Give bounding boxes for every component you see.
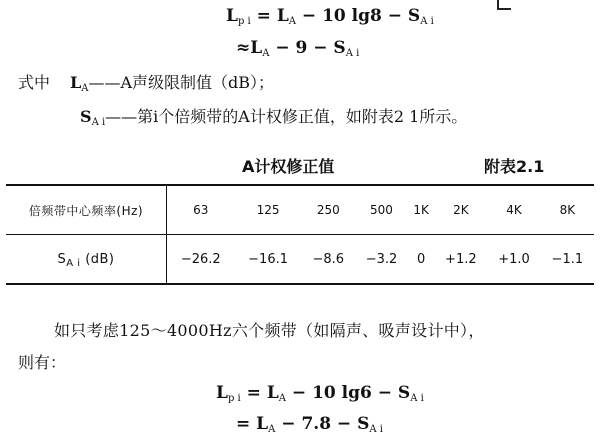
- table-label: 附表2.1: [484, 157, 545, 176]
- paragraph-line-1: 如只考虑125～4000Hz六个频带（如隔声、吸声设计中），: [54, 321, 485, 340]
- table-cell: 125: [235, 185, 302, 235]
- table-cell: 63: [167, 185, 235, 235]
- eq-term: ≈L: [236, 38, 263, 58]
- table-cell: −8.6: [302, 235, 355, 285]
- la-subscript: A: [81, 83, 89, 94]
- table-cell: −3.2: [355, 235, 408, 285]
- table-cell: −26.2: [167, 235, 235, 285]
- eq-subscript: A: [278, 393, 287, 404]
- table-cell: 0: [408, 235, 434, 285]
- eq-term: − 9 − S: [269, 38, 346, 58]
- equation-top-2: [236, 38, 359, 58]
- eq-symbol: L: [216, 383, 228, 403]
- corner-mark: [497, 0, 511, 10]
- la-text: ——A声级限制值（dB）；: [88, 73, 275, 92]
- eq-term: − 10 lg8 − S: [296, 6, 421, 26]
- eq-subscript: A: [262, 48, 270, 59]
- paragraph-line-2: 则有：: [18, 353, 67, 372]
- correction-header-symbol: S: [57, 251, 67, 267]
- correction-header-unit: (dB): [80, 251, 115, 267]
- table-cell: −16.1: [235, 235, 302, 285]
- la-symbol: L: [70, 73, 82, 92]
- correction-header: [6, 235, 167, 285]
- definition-la: [18, 70, 274, 93]
- table-caption: A计权修正值: [242, 157, 335, 176]
- sa-subscript: A i: [91, 117, 106, 128]
- definition-intro: 式中: [18, 73, 51, 92]
- eq-term: = L: [240, 383, 279, 403]
- eq-symbol: L: [226, 6, 238, 26]
- eq-term: = L: [236, 414, 269, 434]
- sa-text: ——第i个倍频带的A计权修正值，如附表2 1所示。: [105, 107, 468, 126]
- eq-term: − 10 lg6 − S: [286, 383, 411, 403]
- table-cell: 8K: [541, 185, 594, 235]
- table-cell: +1.2: [434, 235, 487, 285]
- eq-subscript: p i: [227, 393, 241, 404]
- equation-top-1: [226, 6, 434, 26]
- table-cell: +1.0: [487, 235, 540, 285]
- eq-subscript: p i: [237, 16, 251, 27]
- eq-subscript: A i: [410, 393, 424, 404]
- sa-symbol: S: [80, 107, 92, 126]
- eq-term: = L: [250, 6, 289, 26]
- equation-bottom-2: [236, 414, 383, 434]
- table-cell: 500: [355, 185, 408, 235]
- table-cell: 250: [302, 185, 355, 235]
- table-row: [6, 235, 594, 285]
- eq-subscript: A: [288, 16, 297, 27]
- eq-subscript: A i: [345, 48, 360, 59]
- frequency-header: 倍频带中心频率(Hz): [6, 185, 167, 235]
- table-cell: −1.1: [541, 235, 594, 285]
- table-cell: 4K: [487, 185, 540, 235]
- eq-subscript: A: [268, 424, 276, 435]
- eq-term: − 7.8 − S: [275, 414, 370, 434]
- table-cell: 1K: [408, 185, 434, 235]
- correction-table: [6, 184, 594, 285]
- table-row: [6, 185, 594, 235]
- definition-sa: [80, 104, 467, 127]
- equation-bottom-1: [216, 383, 424, 403]
- correction-header-sub: A i: [66, 257, 81, 269]
- eq-subscript: A i: [369, 424, 383, 435]
- table-cell: 2K: [434, 185, 487, 235]
- eq-subscript: A i: [420, 16, 434, 27]
